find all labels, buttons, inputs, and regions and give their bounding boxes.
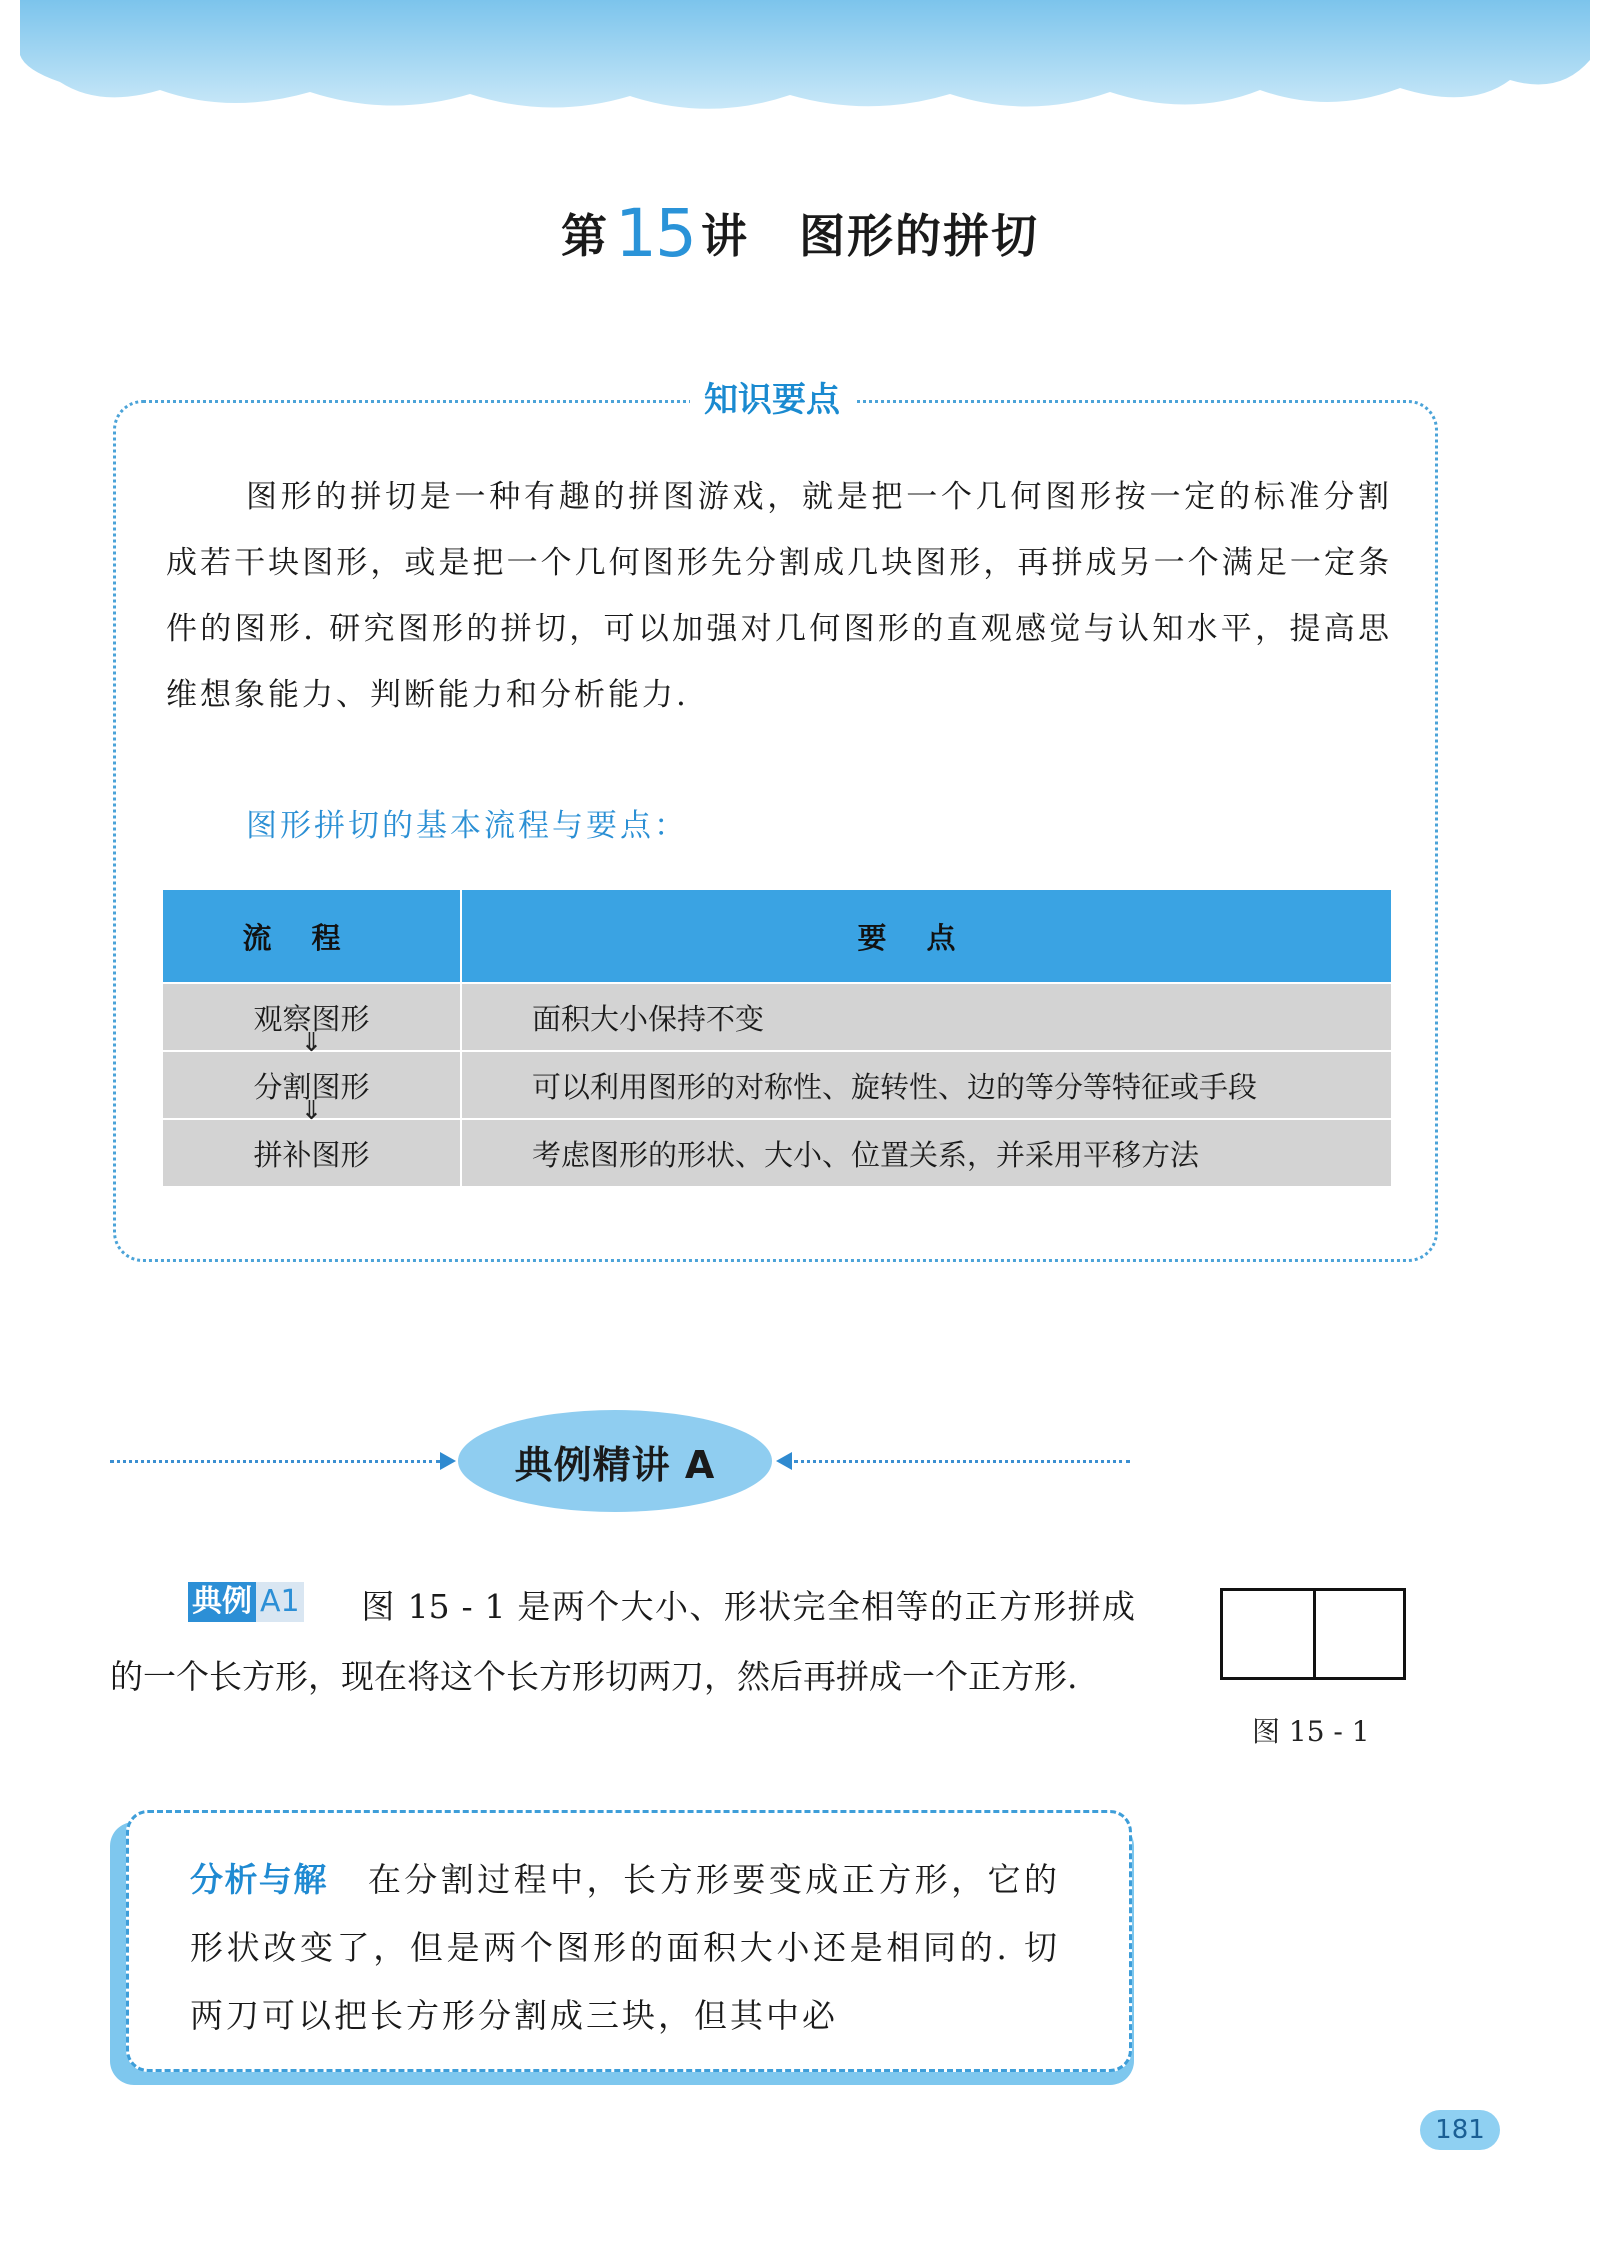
- cloud-banner: [0, 0, 1600, 150]
- example-tag-id: A1: [256, 1582, 304, 1622]
- chapter-suffix: 讲: [700, 209, 749, 263]
- table-cell-point: 可以利用图形的对称性、旋转性、边的等分等特征或手段: [461, 1051, 1391, 1119]
- chapter-prefix: 第: [561, 209, 609, 263]
- analysis-text: 在分割过程中，长方形要变成正方形，它的形状改变了，但是两个图形的面积大小还是相同的. 切两刀可以把长方形分割成三块，但其中必: [190, 1860, 1061, 2035]
- table-cell-point: 面积大小保持不变: [461, 983, 1391, 1051]
- analysis-label: 分析与解: [190, 1860, 328, 1899]
- figure-rectangle: [1220, 1588, 1406, 1680]
- arrow-left-icon: [776, 1452, 792, 1470]
- knowledge-heading: 知识要点: [690, 372, 854, 421]
- table-cell-step: [163, 1096, 461, 1186]
- cloud-banner-graphic: [0, 0, 1600, 150]
- figure-divider: [1313, 1591, 1316, 1677]
- table-header-row: [163, 890, 1391, 983]
- chapter-title: [0, 195, 1600, 272]
- example-tag-main: 典例: [188, 1582, 256, 1622]
- section-dotted-line-right: [794, 1460, 1130, 1463]
- arrow-right-icon: [440, 1452, 456, 1470]
- down-arrow-icon: ⇓: [300, 1028, 323, 1058]
- example-text: 图 15 - 1 是两个大小、形状完全相等的正方形拼成的一个长方形，现在将这个长方形切两刀，然后再拼成一个正方形.: [110, 1587, 1135, 1696]
- step-text: 观察图形: [253, 1001, 370, 1036]
- table-row: [163, 1119, 1391, 1186]
- analysis-text-block: [190, 1846, 1060, 2050]
- section-dotted-line-left: [110, 1460, 440, 1463]
- page-number: 181: [1420, 2110, 1500, 2150]
- table-header-step: 流程: [163, 890, 461, 983]
- down-arrow-icon: ⇓: [300, 1096, 323, 1126]
- chapter-number: 15: [615, 195, 695, 272]
- table-cell-point: 考虑图形的形状、大小、位置关系，并采用平移方法: [461, 1119, 1391, 1186]
- table-header-point: 要点: [461, 890, 1391, 983]
- knowledge-subheading: 图形拼切的基本流程与要点：: [246, 808, 688, 844]
- knowledge-paragraph: 图形的拼切是一种有趣的拼图游戏，就是把一个几何图形按一定的标准分割成若干块图形，或是把一个几何图形先分割成几块图形，再拼成另一个满足一定条件的图形. 研究图形的拼切，可以加强对几何图形的直观感觉与认知水平，提高思维想象能力、判断能力和分析能力.: [166, 479, 1392, 713]
- flow-table: [163, 890, 1391, 1186]
- section-title: 典例精讲 A: [458, 1410, 772, 1512]
- chapter-topic: 图形的拼切: [798, 209, 1039, 263]
- step-text: 拼补图形: [253, 1137, 370, 1172]
- figure-label: 图 15 - 1: [1252, 1715, 1370, 1748]
- step-text: 分割图形: [253, 1069, 370, 1104]
- example-tag: [188, 1582, 304, 1622]
